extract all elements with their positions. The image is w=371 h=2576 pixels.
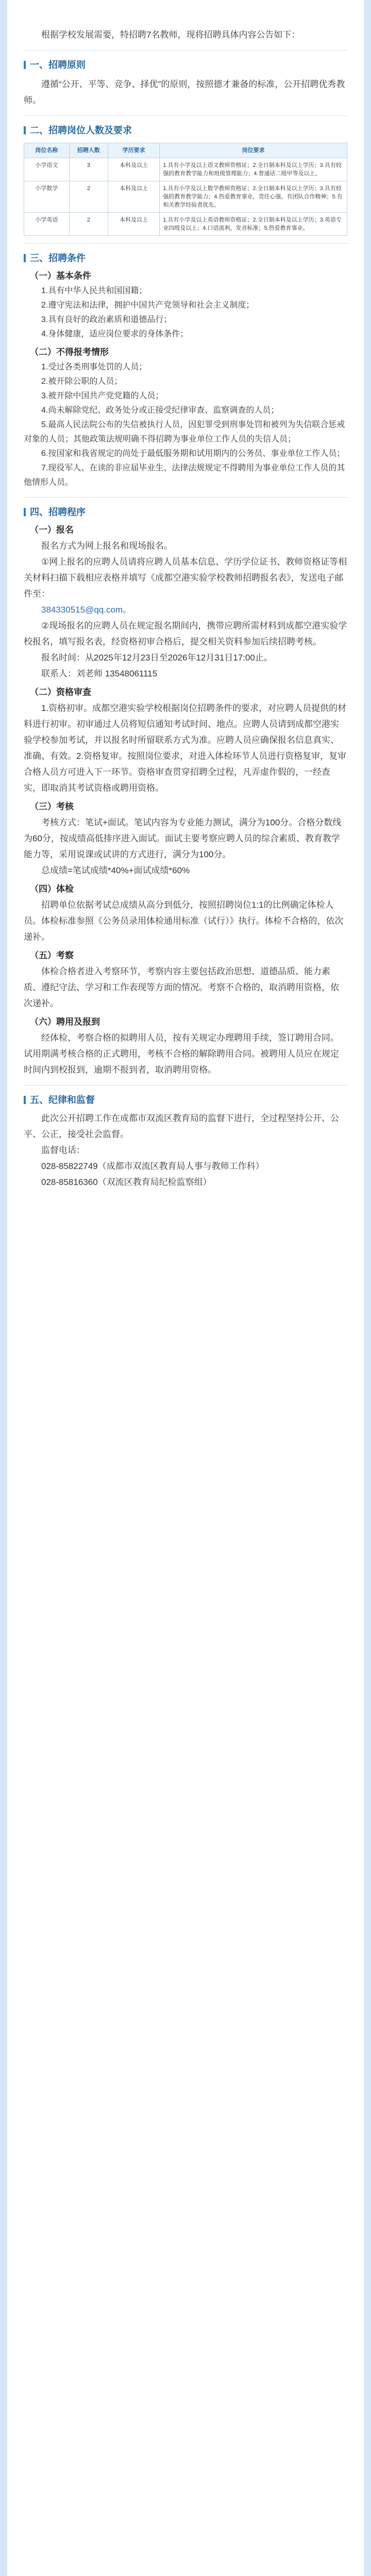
subsection-title: （二）不得报考情形 xyxy=(30,347,109,357)
body-text: 考核方式：笔试+面试。笔试内容为专业能力测试，满分为100分。合格分数线为60分，按成绩高低排序进入面试。面试主要考察应聘人员的综合素质、教育教学能力等，采用说课或试讲的方式进行，满分为100分。 xyxy=(24,818,342,859)
subsection-title: （二）资格审查 xyxy=(30,687,91,697)
table-cell: 2 xyxy=(69,213,108,236)
divider xyxy=(24,115,347,116)
subsection-title: （五）考察 xyxy=(30,951,74,960)
list-item: 7.现役军人、在读的非应届毕业生、法律法规规定不得聘用为事业单位工作人员的其他情形人员。 xyxy=(24,464,345,487)
table-row xyxy=(24,181,347,213)
table-cell: 小学英语 xyxy=(24,213,70,236)
phone-label: 监督电话： xyxy=(41,1145,85,1155)
email-link[interactable]: 384330515@qq.com。 xyxy=(41,605,132,615)
body-text: ①网上报名的应聘人员请将应聘人员基本信息、学历学位证书、教师资格证等相关材料扫描下载相应表格并填写《成都空港实验学校教师招聘报名表》，发送电子邮件至： xyxy=(24,557,347,599)
table-cell: 3 xyxy=(69,158,108,181)
body-text: 此次公开招聘工作在成都市双流区教育局的监督下进行，全过程坚持公开、公平、公正，接受社会监督。 xyxy=(24,1113,339,1139)
section-text: 遵循“公开、平等、竞争、择优”的原则，按照德才兼备的标准，公开招聘优秀教师。 xyxy=(24,79,345,105)
section-title: 四、招聘程序 xyxy=(24,505,347,519)
phone-number: 028-85816360（双流区教育局纪检监察组） xyxy=(41,1177,212,1187)
table-header: 岗位名称 xyxy=(24,143,70,158)
section-title: 五、纪律和监督 xyxy=(24,1093,347,1107)
table-header: 岗位要求 xyxy=(160,143,347,158)
table-cell: 小学数学 xyxy=(24,181,70,213)
list-item: 3.被开除中国共产党党籍的人员； xyxy=(41,392,164,400)
subsection-title: （三）考核 xyxy=(30,802,74,811)
table-row xyxy=(24,158,347,181)
registration-period: 报名时间：从2025年12月23日至2026年12月31日17:00止。 xyxy=(41,653,273,663)
list-item: 1.具有中华人民共和国国籍； xyxy=(41,286,147,295)
list-item: 4.尚未解除党纪、政务处分或正接受纪律审查、监察调查的人员； xyxy=(41,406,279,415)
list-item: 2.遵守宪法和法律，拥护中国共产党领导和社会主义制度； xyxy=(41,301,255,310)
divider xyxy=(24,497,347,498)
table-cell: 1.具有小学及以上语文教师资格证；2.全日制本科及以上学历；3.具有较强的教育教学能力和班级管理能力；4.普通话二级甲等及以上。 xyxy=(160,158,347,181)
subsection-title: （六）聘用及报到 xyxy=(30,1017,100,1027)
section-title: 一、招聘原则 xyxy=(24,58,347,72)
table-header: 招聘人数 xyxy=(69,143,108,158)
contact-text: 联系人：刘老师 13548061115 xyxy=(41,669,158,679)
body-text: 1.资格初审。成都空港实验学校根据岗位招聘条件的要求，对应聘人员提供的材料进行初审。初审通过人员将短信通知考试时间、地点。应聘人员请到成都空港实验学校参加考试，并以报名时所留联系方式为准。应聘人员应确保报名信息真实、准确、有效。2.资格复审。按照岗位要求，对进入体检环节人员进行资格复审，复审合格人员方可进入下一环节。资格审查贯穿招聘全过程，凡弄虚作假的，一经查实，即取消其考试资格或聘用资格。 xyxy=(24,703,347,793)
list-item: 2.被开除公职的人员； xyxy=(41,377,123,386)
table-cell: 2 xyxy=(69,181,108,213)
body-text: 招聘单位依据考试总成绩从高分到低分，按照招聘岗位1:1的比例确定体检人员。体检标准参照《公务员录用体检通用标准（试行）》执行。体检不合格的，依次递补。 xyxy=(24,900,344,942)
article-body xyxy=(24,27,347,1190)
section-title: 二、招聘岗位人数及要求 xyxy=(24,123,347,138)
body-text: 报名方式为网上报名和现场报名。 xyxy=(41,541,173,551)
list-item: 5.最高人民法院公布的失信被执行人员，因犯罪受到刑事处罚和被列为失信联合惩戒对象的人员；其他政策法规明确不得招聘为事业单位工作人员的失信人员； xyxy=(24,420,345,444)
table-cell: 本科及以上 xyxy=(108,213,160,236)
table-header: 学历要求 xyxy=(108,143,160,158)
table-cell: 本科及以上 xyxy=(108,181,160,213)
body-text: 体检合格者进入考察环节，考察内容主要包括政治思想、道德品质、能力素质、遵纪守法、学习和工作表现等方面的情况。考察不合格的，取消聘用资格，依次递补。 xyxy=(24,967,339,1008)
list-item: 6.按国家和我省规定的尚处于最低服务期和试用期内的公务员、事业单位工作人员； xyxy=(41,449,345,458)
intro-text: 根据学校发展需要，特招聘7名教师，现将招聘具体内容公告如下： xyxy=(41,30,300,40)
list-item: 4.身体健康，适应岗位要求的身体条件； xyxy=(41,330,189,338)
table-row xyxy=(24,213,347,236)
body-text: ②现场报名的应聘人员在规定报名期间内，携带应聘所需材料到成都空港实验学校报名，填写报名表，经资格初审合格后，提交相关资料参加后续招聘考核。 xyxy=(24,621,347,647)
subsection-title: （一）基本条件 xyxy=(30,271,91,281)
phone-number: 028-85822749（成都市双流区教育局人事与教师工作科） xyxy=(41,1161,264,1171)
divider xyxy=(24,1085,347,1086)
divider xyxy=(24,243,347,244)
table-cell: 1.具有小学及以上数学教师资格证；2.全日制本科及以上学历；3.具有较强的教育教学能力；4.热爱教育事业，责任心强，有团队合作精神；5.有相关教学经验者优先。 xyxy=(160,181,347,213)
subsection-title: （四）体检 xyxy=(30,884,74,894)
subsection-title: （一）报名 xyxy=(30,525,74,535)
section-title: 三、招聘条件 xyxy=(24,251,347,265)
score-formula: 总成绩=笔试成绩*40%+面试成绩*60% xyxy=(41,866,190,875)
body-text: 经体检、考察合格的拟聘用人员，按有关规定办理聘用手续，签订聘用合同。试用期满考核合格的正式聘用，考核不合格的解除聘用合同。被聘用人员应在规定时间内到校报到，逾期不报到者，取消聘用资格。 xyxy=(24,1033,339,1075)
table-cell: 1.具有小学及以上英语教师资格证；2.全日制本科及以上学历；3.英语专业四级及以上；4.口语流利，发音标准；5.热爱教育事业。 xyxy=(160,213,347,236)
table-cell: 本科及以上 xyxy=(108,158,160,181)
table-cell: 小学语文 xyxy=(24,158,70,181)
positions-table xyxy=(24,143,347,236)
list-item: 1.受过各类刑事处罚的人员； xyxy=(41,363,147,371)
list-item: 3.具有良好的政治素质和道德品行； xyxy=(41,315,172,324)
